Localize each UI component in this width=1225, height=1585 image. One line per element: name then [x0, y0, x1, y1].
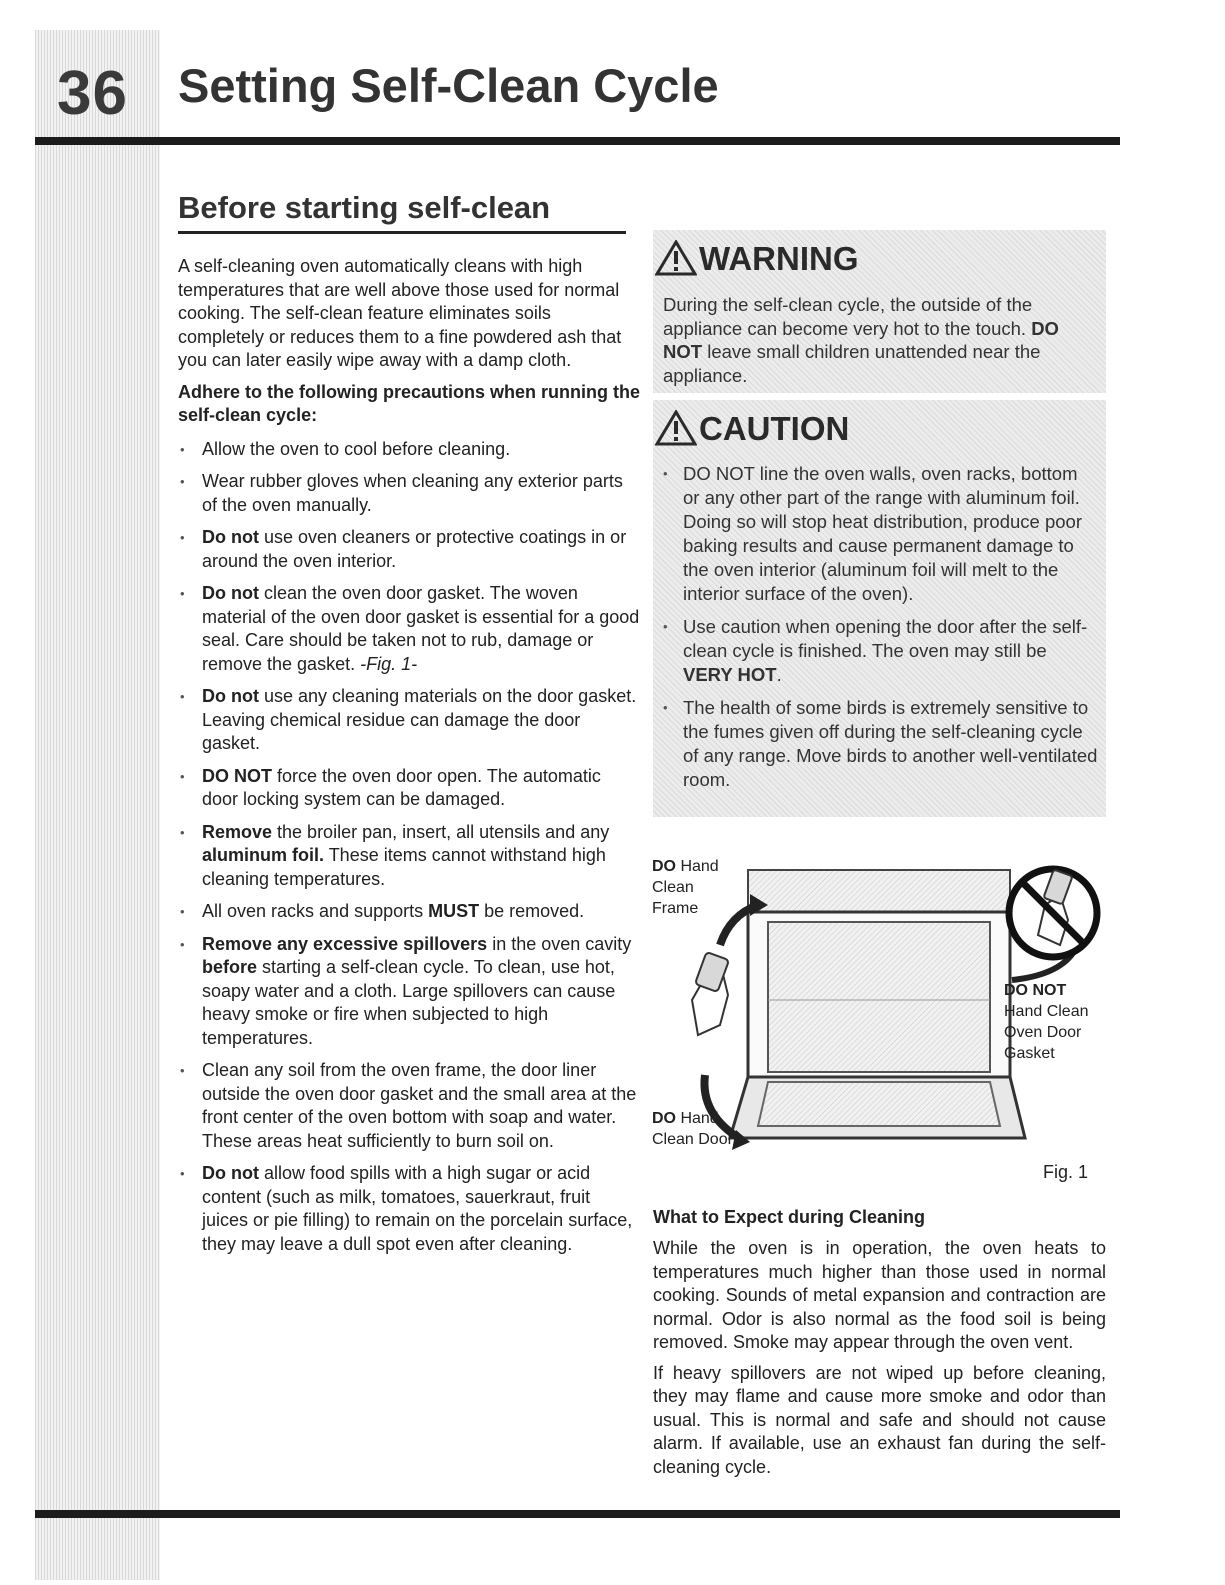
expect-paragraph: While the oven is in operation, the oven heats to temperatures much higher than those used in normal cooking. Sounds of metal expansion and contraction are normal. Odor is also normal as the food soil is being removed. Smoke may appear through the oven vent.	[653, 1238, 1106, 1352]
list-item: • Remove the broiler pan, insert, all utensils and any aluminum foil. These items cannot withstand high cleaning temperatures.	[178, 821, 640, 892]
list-item: • Do not use oven cleaners or protective coatings in or around the oven interior.	[178, 526, 640, 573]
list-item: • Clean any soil from the oven frame, the door liner outside the oven door gasket and the small area at the front center of the oven bottom with soap and water. These areas heat sufficiently to burn soil on.	[178, 1059, 640, 1153]
warning-header	[653, 238, 1106, 278]
list-item: • DO NOT force the oven door open. The automatic door locking system can be damaged.	[178, 765, 640, 812]
oven-cleaning-figure	[650, 850, 1110, 1185]
list-item: • Do not clean the oven door gasket. The woven material of the oven door gasket is essential for a good seal. Care should be taken not to rub, damage or remove the gasket. -Fig. 1-	[178, 582, 640, 676]
list-item: • Do not allow food spills with a high sugar or acid content (such as milk, tomatoes, sauerkraut, fruit juices or pie filling) to remain on the porcelain surface, they may leave a dull spot even after cleaning.	[178, 1162, 640, 1256]
caution-triangle-icon	[655, 410, 697, 446]
figure-caption: Fig. 1	[1043, 1162, 1089, 1182]
intro-paragraph: A self-cleaning oven automatically cleans with high temperatures that are well above those used for normal cooking. The self-clean feature eliminates soils completely or reduces them to a fine powdered ash that you can later easily wipe away with a damp cloth.	[178, 256, 622, 370]
list-item: • Use caution when opening the door after the self-clean cycle is finished. The oven may still be VERY HOT.	[661, 615, 1099, 687]
figure-reference: -Fig. 1-	[360, 653, 418, 674]
caution-header	[653, 408, 1106, 448]
expect-heading: What to Expect during Cleaning	[653, 1207, 926, 1227]
list-item: • The health of some birds is extremely sensitive to the fumes given off during the self-cleaning cycle of any range. Move birds to another well-ventilated room.	[661, 696, 1099, 792]
expect-text	[653, 1237, 1106, 1486]
expect-paragraph: If heavy spillovers are not wiped up before cleaning, they may flame and cause more smoke and odor than usual. This is normal and safe and should not cause alarm. If available, use an exhaust fan during the self-cleaning cycle.	[653, 1362, 1106, 1477]
door-label: DO Hand Clean Door	[652, 1110, 733, 1148]
side-stripe	[35, 30, 160, 1580]
section-heading: Before starting self-clean	[178, 190, 626, 234]
gasket-label: DO NOT Hand Clean Oven Door Gasket	[1004, 982, 1089, 1062]
warning-text: During the self-clean cycle, the outside of the appliance can become very hot to the touch. DO NOT leave small children unattended near the appliance.	[663, 294, 1059, 386]
warning-label: WARNING	[699, 240, 859, 277]
page-title: Setting Self-Clean Cycle	[178, 59, 719, 112]
list-item: • Wear rubber gloves when cleaning any exterior parts of the oven manually.	[178, 470, 640, 517]
caution-box	[653, 400, 1106, 817]
precautions-column	[178, 255, 640, 1265]
list-item: • Allow the oven to cool before cleaning.	[178, 438, 640, 462]
top-rule	[35, 137, 1120, 145]
page-number: 36	[57, 59, 128, 128]
list-item: • All oven racks and supports MUST be removed.	[178, 900, 640, 924]
precautions-lead: Adhere to the following precautions when running the self-clean cycle:	[178, 381, 640, 425]
caution-label: CAUTION	[699, 410, 850, 447]
warning-box	[653, 230, 1106, 393]
precautions-list	[178, 438, 640, 1257]
warning-triangle-icon	[655, 240, 697, 276]
list-item: • DO NOT line the oven walls, oven racks, bottom or any other part of the range with aluminum foil. Doing so will stop heat distribution, produce poor baking results and cause permanent damage to the oven interior (aluminum foil will melt to the interior surface of the oven).	[661, 462, 1099, 606]
bottom-rule	[35, 1510, 1120, 1518]
caution-list	[661, 462, 1099, 801]
list-item: • Remove any excessive spillovers in the oven cavity before starting a self-clean cycle. To clean, use hot, soapy water and a cloth. Large spillovers can cause heavy smoke or fire when subjected to high temperatures.	[178, 933, 640, 1051]
frame-label: DO Hand Clean Frame	[652, 858, 719, 917]
list-item: • Do not use any cleaning materials on the door gasket. Leaving chemical residue can damage the door gasket.	[178, 685, 640, 756]
